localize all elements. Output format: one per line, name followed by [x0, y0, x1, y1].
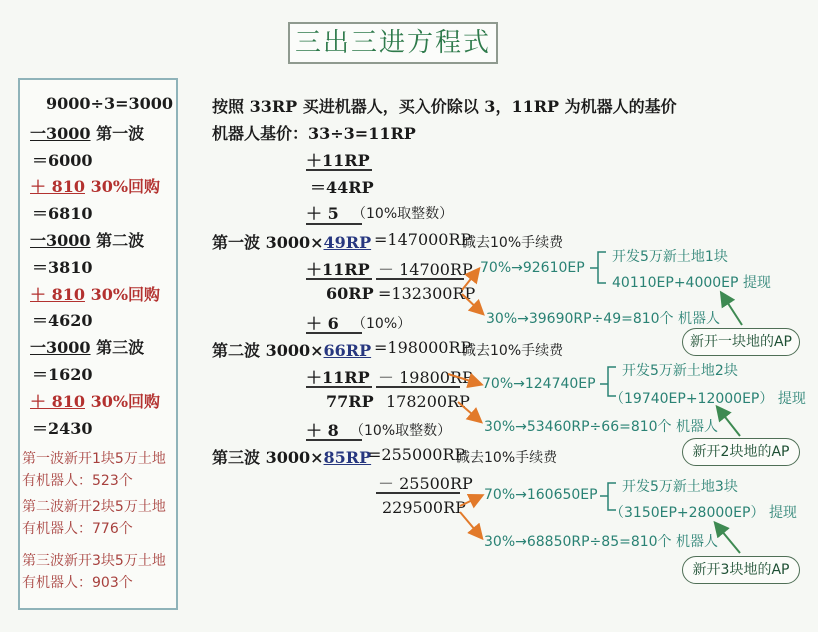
wave1-total: =147000RP: [374, 230, 472, 249]
wave1-label: 第一波 3000×49RP: [212, 233, 372, 252]
line-operand: ＋ 810: [30, 177, 85, 197]
wave3-pct30: 30%→68850RP÷85=810个 机器人: [484, 534, 719, 550]
wave1-pct30: 30%→39690RP÷49=810个 机器人: [486, 311, 721, 327]
result-line: ＝3810: [32, 257, 93, 277]
wave3-total: =255000RP: [368, 445, 466, 464]
line-label: 第一波: [96, 123, 145, 143]
bracket-w2: [608, 367, 616, 396]
arrow-w3-70: [460, 496, 481, 506]
result-line: ＝6810: [32, 204, 93, 224]
wave1-fee-note: 减去10%手续费: [462, 235, 564, 251]
result-line: ＝2430: [32, 418, 93, 438]
wave1-net: =132300RP: [378, 284, 476, 303]
result-line: ＝6000: [32, 150, 93, 170]
arrow-w2-70: [448, 374, 480, 384]
wave1-add: ＋11RP: [306, 260, 370, 279]
wave2-fee-note: 减去10%手续费: [462, 343, 564, 359]
result-line: ＝4620: [32, 311, 93, 331]
line-operand: ＋ 810: [30, 391, 85, 411]
wave1-ap-oval: 新开一块地的AP: [682, 328, 800, 356]
arrow-w3-30: [460, 512, 481, 537]
note-wave1: 第一波新开1块5万土地有机器人：523个: [22, 451, 166, 489]
arrow-w1-70: [462, 270, 478, 290]
wave3-net: 229500RP: [382, 498, 466, 517]
wave2-fee: － 19800RP: [378, 368, 473, 387]
line-label: 第二波: [96, 231, 145, 250]
wave3-dev: 开发5万新土地3块: [622, 479, 738, 495]
wave2-add: ＋11RP: [306, 368, 370, 387]
wave2-pct30: 30%→53460RP÷66=810个 机器人: [484, 419, 719, 435]
wave2-net: 178200RP: [386, 392, 470, 411]
wave3-label: 第三波 3000×85RP: [212, 448, 372, 467]
line-label: 30%回购: [90, 177, 161, 197]
note-wave3: 第三波新开3块5万土地有机器人：903个: [22, 553, 166, 591]
wave1-dev: 开发5万新土地1块: [612, 249, 728, 265]
wave2-dev: 开发5万新土地2块: [622, 363, 738, 379]
wave3-fee: － 25500RP: [378, 474, 473, 493]
add-8-note: （10%取整数）: [350, 423, 452, 439]
header-line-2: 机器人基价：33÷3=11RP: [212, 124, 416, 143]
note-wave2: 第二波新开2块5万土地有机器人：776个: [22, 499, 166, 537]
page-title: 三出三进方程式: [294, 28, 491, 58]
division-line: 9000÷3=3000: [46, 94, 174, 113]
arrow-w1-30: [462, 294, 482, 313]
bracket-w1: [598, 252, 606, 283]
header-line-1: 按照 33RP 买进机器人，买入价除以 3，11RP 为机器人的基价: [212, 97, 677, 116]
wave2-pct70: 70%→124740EP: [482, 376, 596, 392]
wave2-sum: 77RP: [326, 392, 374, 411]
bracket-w3: [608, 483, 616, 510]
add-6: ＋ 6: [306, 314, 339, 333]
line-operand: 一3000: [30, 123, 91, 143]
line-label: 第三波: [96, 338, 145, 358]
line-operand: 一3000: [30, 338, 91, 358]
wave3-ap-oval: 新开3块地的AP: [682, 556, 800, 584]
wave3-fee-note: 减去10%手续费: [456, 450, 558, 466]
line-operand: ＋ 810: [30, 284, 85, 304]
wave2-ap-oval: 新开2块地的AP: [682, 438, 800, 466]
arrow-ap3: [716, 524, 740, 553]
add-8: ＋ 8: [306, 421, 339, 440]
add-5: ＋ 5: [306, 204, 339, 223]
arrow-w2-30: [458, 402, 480, 421]
eq-44rp: ＝44RP: [310, 178, 374, 197]
wave2-withdraw: （19740EP+12000EP） 提现: [610, 391, 806, 407]
wave1-sum: 60RP: [326, 284, 374, 303]
line-label: 30%回购: [90, 391, 161, 411]
wave3-pct70: 70%→160650EP: [484, 487, 598, 503]
wave2-label: 第二波 3000×66RP: [212, 341, 372, 360]
wave1-fee: － 14700RP: [378, 260, 473, 279]
result-line: ＝1620: [32, 365, 93, 384]
line-operand: 一3000: [30, 231, 91, 250]
wave1-withdraw: 40110EP+4000EP 提现: [612, 275, 771, 291]
line-label: 30%回购: [90, 284, 161, 304]
add-5-note: （10%取整数）: [352, 206, 454, 222]
add-6-note: （10%）: [352, 316, 412, 332]
wave1-pct70: 70%→92610EP: [480, 260, 585, 276]
add-11rp: ＋11RP: [306, 151, 370, 170]
arrow-ap1: [722, 294, 742, 325]
wave2-total: =198000RP: [374, 338, 472, 357]
wave3-withdraw: （3150EP+28000EP） 提现: [610, 505, 797, 521]
arrow-ap2: [718, 408, 740, 436]
